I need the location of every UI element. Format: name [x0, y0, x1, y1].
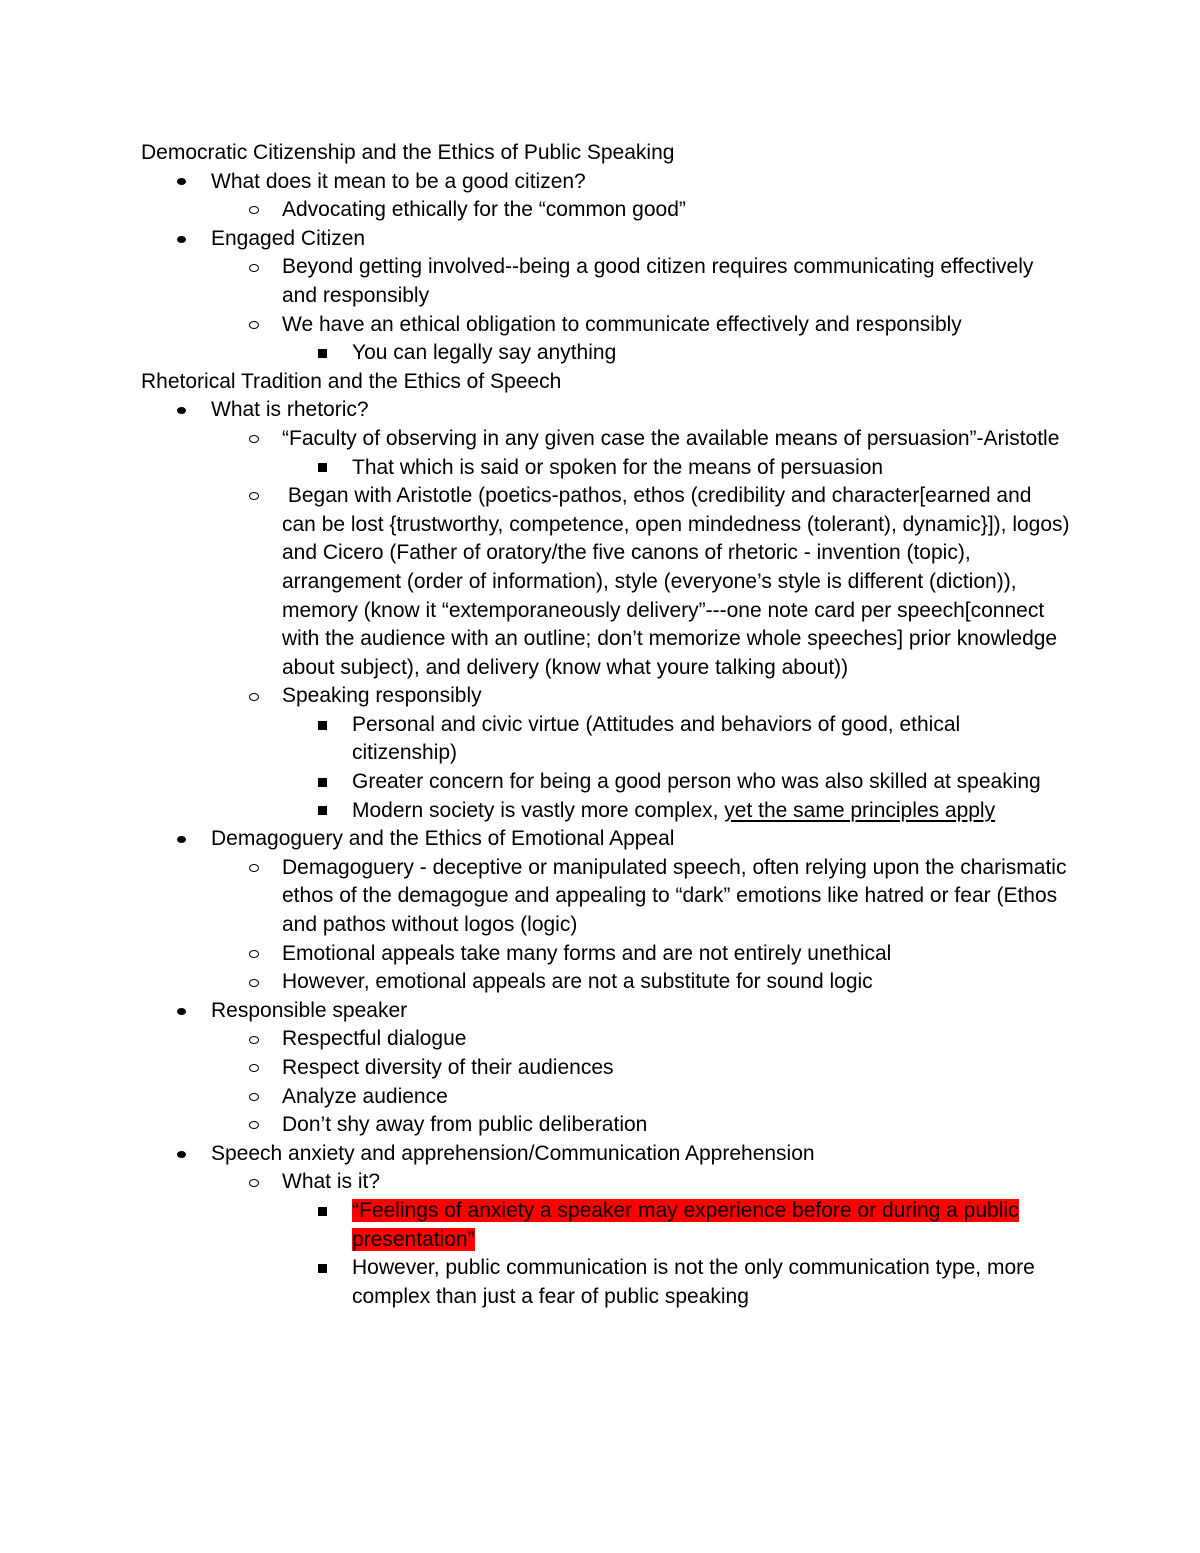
list-item: [141, 482, 1076, 682]
bullet-square-icon: [318, 797, 327, 826]
bullet-circle-icon: [249, 482, 259, 511]
list-item: [141, 768, 1071, 797]
bullet-circle-icon: [249, 1054, 259, 1083]
list-item-text: Demagoguery and the Ethics of Emotional Appeal: [211, 827, 675, 851]
bullet-dot-icon: [177, 1140, 186, 1169]
list-item: [141, 454, 1071, 483]
list-item-text: [352, 1197, 1071, 1254]
list-item-text: Demagoguery - deceptive or manipulated speech, often relying upon the charismatic ethos of the demagogue and appealing to “dark” emotions like hatred or fear (Ethos and pathos without logos (logic): [282, 855, 1067, 937]
list-item-text: Respect diversity of their audiences: [282, 1056, 614, 1079]
list-item-text: Personal and civic virtue (Attitudes and behaviors of good, ethical citizenship): [352, 712, 961, 765]
list-item-text: We have an ethical obligation to communicate effectively and responsibly: [282, 312, 962, 336]
notes-body: [141, 139, 1076, 1311]
bullet-circle-icon: [249, 253, 259, 282]
list-item-text: Don’t shy away from public deliberation: [282, 1113, 648, 1137]
bullet-circle-icon: [249, 940, 259, 969]
list-item-text: Responsible speaker: [211, 998, 408, 1022]
list-item-text: [352, 797, 1071, 826]
bullet-square-icon: [318, 339, 327, 368]
list-item: [141, 1168, 1071, 1197]
list-item-text: That which is said or spoken for the means of persuasion: [352, 455, 884, 479]
list-item-text: However, public communication is not the only communication type, more complex than just a fear of public speaking: [352, 1256, 1035, 1308]
list-item: [141, 253, 1071, 310]
bullet-circle-icon: [249, 968, 259, 997]
list-item-text-part: Modern society is vastly more complex,: [352, 798, 725, 822]
section-heading: Democratic Citizenship and the Ethics of Public Speaking: [141, 141, 675, 164]
list-item: [141, 425, 1071, 454]
list-item-text: Beyond getting involved--being a good citizen requires communicating effectively and responsibly: [282, 255, 1034, 307]
bullet-dot-icon: [177, 396, 186, 425]
list-item: [141, 396, 1071, 425]
bullet-circle-icon: [249, 682, 259, 711]
list-item: [141, 711, 1071, 768]
bullet-circle-icon: [249, 425, 259, 454]
list-item: [141, 1140, 1071, 1169]
bullet-square-icon: [318, 711, 327, 740]
highlighted-text: “Feelings of anxiety a speaker may experience before or during a public: [352, 1198, 1019, 1222]
list-item: [141, 797, 1071, 826]
list-item: [141, 825, 1071, 854]
bullet-circle-icon: [249, 1025, 259, 1054]
bullet-circle-icon: [249, 196, 259, 225]
list-item: [141, 1083, 1071, 1112]
list-item-text: Speech anxiety and apprehension/Communication Apprehension: [211, 1141, 815, 1165]
list-item: [141, 1254, 1071, 1311]
list-item-text: Engaged Citizen: [211, 226, 366, 250]
list-item: [141, 854, 1071, 940]
bullet-dot-icon: [177, 225, 186, 254]
list-item-text: Greater concern for being a good person who was also skilled at speaking: [352, 770, 1041, 794]
bullet-circle-icon: [249, 1111, 259, 1140]
list-item-text: Began with Aristotle (poetics-pathos, ethos (credibility and character[earned and can be lost {trustworthy, competence, open mindedness (tolerant), dynamic}]), logos) and Cicero (Father of oratory/the five canons of rhetoric - invention (topic), arrangement (order of information), style (everyone’s style is different (diction)), memory (know it “extemporaneously delivery”---one note card per speech[connect with the audience with an outline; don’t memorize whole speeches] prior knowledge about subject), and delivery (know what youre talking about)): [282, 484, 1076, 679]
bullet-square-icon: [318, 1254, 327, 1283]
bullet-circle-icon: [249, 854, 259, 883]
list-item: [141, 997, 1071, 1026]
bullet-square-icon: [318, 768, 327, 797]
section-heading: Rhetorical Tradition and the Ethics of Speech: [141, 369, 562, 393]
bullet-dot-icon: [177, 168, 186, 197]
bullet-dot-icon: [177, 997, 186, 1026]
list-item: [141, 1054, 1071, 1083]
list-item: [141, 339, 1071, 368]
list-item-text: Emotional appeals take many forms and are not entirely unethical: [282, 941, 892, 965]
list-item-highlighted: [141, 1197, 1071, 1254]
bullet-square-icon: [318, 454, 327, 483]
list-item-text: What does it mean to be a good citizen?: [211, 169, 586, 193]
list-item-text: Analyze audience: [282, 1084, 448, 1108]
list-item-text: Respectful dialogue: [282, 1027, 467, 1051]
list-item-text: You can legally say anything: [352, 341, 617, 365]
list-item: [141, 196, 1071, 225]
underlined-text: yet the same principles apply: [724, 798, 996, 822]
list-item-text: Speaking responsibly: [282, 684, 482, 708]
bullet-circle-icon: [249, 1083, 259, 1112]
list-item-text: What is rhetoric?: [211, 398, 369, 422]
list-item: [141, 311, 1071, 340]
bullet-circle-icon: [249, 311, 259, 340]
highlighted-text: presentation”: [352, 1227, 475, 1251]
bullet-circle-icon: [249, 1168, 259, 1197]
list-item-text: Advocating ethically for the “common good”: [282, 198, 686, 222]
list-item-text: However, emotional appeals are not a substitute for sound logic: [282, 970, 873, 994]
list-item: [141, 940, 1071, 969]
list-item: [141, 225, 1071, 254]
list-item: [141, 682, 1071, 711]
list-item: [141, 168, 1071, 197]
bullet-dot-icon: [177, 825, 186, 854]
list-item-text: “Faculty of observing in any given case the available means of persuasion”-Aristotle: [282, 426, 1060, 450]
list-item: [141, 968, 1071, 997]
list-item: [141, 1025, 1071, 1054]
bullet-square-icon: [318, 1197, 327, 1226]
list-item-text: What is it?: [282, 1170, 381, 1194]
list-item: [141, 1111, 1071, 1140]
